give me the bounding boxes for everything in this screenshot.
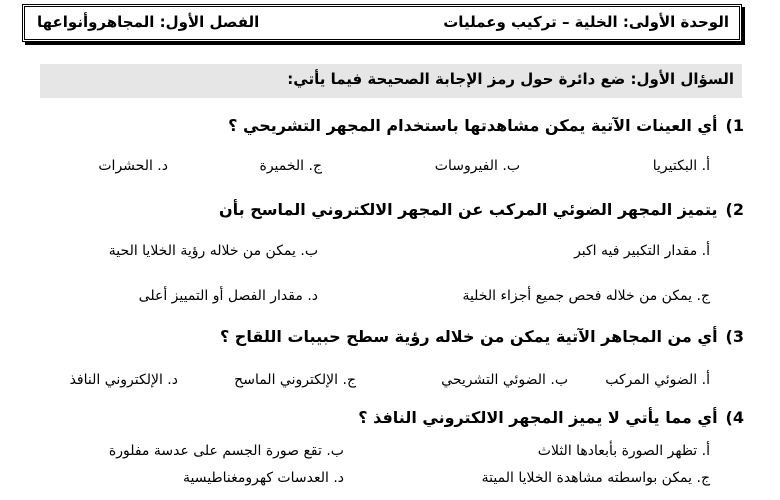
option-b[interactable]: ب. يمكن من خلاله رؤية الخلايا الحية — [108, 243, 318, 259]
option-c[interactable]: ج. الإلكتروني الماسح — [234, 372, 356, 388]
option-a[interactable]: أ. الضوئي المركب — [605, 372, 710, 388]
option-d[interactable]: د. مقدار الفصل أو التمييز أعلى — [138, 288, 318, 304]
header-box — [22, 4, 742, 42]
question-number: 1) — [725, 116, 744, 135]
option-c[interactable]: ج. الخميرة — [259, 158, 322, 174]
option-d[interactable]: د. الإلكتروني النافذ — [69, 372, 178, 388]
question-number: 4) — [725, 408, 744, 427]
option-a[interactable]: أ. مقدار التكبير فيه اكبر — [574, 243, 710, 259]
question-number: 3) — [725, 327, 744, 346]
question-3 — [220, 327, 744, 346]
question-text: أي من المجاهر الآتية يمكن من خلاله رؤية سطح حبيبات اللقاح ؟ — [219, 327, 718, 346]
option-b[interactable]: ب. تقع صورة الجسم على عدسة مفلورة — [108, 443, 344, 459]
option-b[interactable]: ب. الفيروسات — [434, 158, 520, 174]
option-c[interactable]: ج. يمكن بواسطته مشاهدة الخلايا الميتة — [481, 470, 710, 486]
question-2 — [219, 200, 744, 219]
section-title: السؤال الأول: ضع دائرة حول رمز الإجابة الصحيحة فيما يأتي: — [40, 64, 742, 98]
option-b[interactable]: ب. الضوئي التشريحي — [441, 372, 568, 388]
option-a[interactable]: أ. تظهر الصورة بأبعادها الثلاث — [537, 443, 710, 459]
question-text: أي مما يأتي لا يميز المجهر الالكتروني النافذ ؟ — [358, 408, 718, 427]
option-d[interactable]: د. الحشرات — [98, 158, 168, 174]
option-c[interactable]: ج. يمكن من خلاله فحص جميع أجزاء الخلية — [462, 288, 710, 304]
option-d[interactable]: د. العدسات كهرومغناطيسية — [183, 470, 344, 486]
question-4 — [358, 408, 744, 427]
question-1 — [228, 116, 744, 135]
question-number: 2) — [725, 200, 744, 219]
question-text: أي العينات الآتية يمكن مشاهدتها باستخدام المجهر التشريحي ؟ — [228, 116, 718, 135]
question-text: يتميز المجهر الضوئي المركب عن المجهر الالكتروني الماسح بأن — [218, 200, 718, 219]
chapter-title: الفصل الأول: المجاهروأنواعها — [37, 13, 260, 31]
unit-title: الوحدة الأولى: الخلية – تركيب وعمليات — [443, 13, 729, 31]
option-a[interactable]: أ. البكتيريا — [652, 158, 710, 174]
